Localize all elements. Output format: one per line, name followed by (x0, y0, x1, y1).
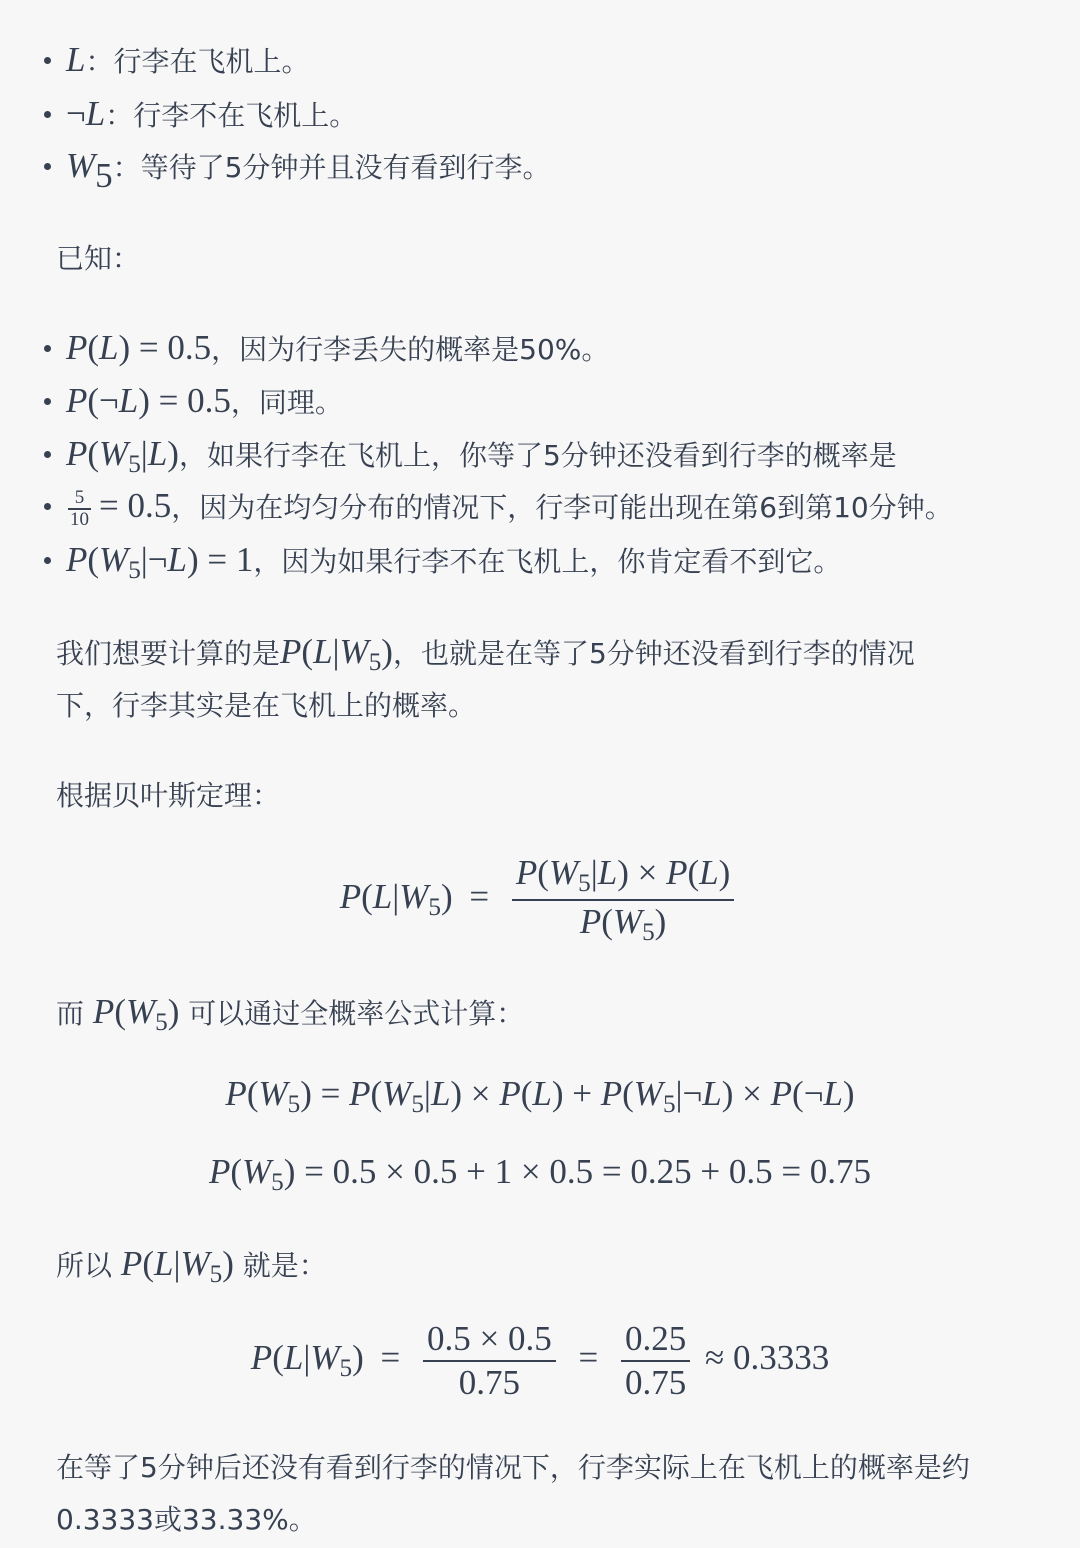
conclusion-line2: 0.3333或33.33%。 (56, 1503, 317, 1536)
known-label: 已知： (56, 242, 141, 275)
so-label: 所以 $P(L|W_5)$ 就是： (56, 1244, 327, 1289)
fraction-5-10: $\frac{5}{10}$ (70, 487, 89, 530)
total-prob-label: 而 $P(W_5)$ 可以通过全概率公式计算： (56, 992, 525, 1037)
known-PnotL: P(¬L) = 0.5，同理。 (66, 381, 343, 423)
definition-L: L：行李在飞机上。 (66, 40, 309, 82)
final-equation: $P(L|W_5)$ = $\frac{0.5 \times 0.5}{0.75}$ = $\frac{0.25}{0.75}$ ≈ 0.3333 (250, 1319, 830, 1402)
total-prob-equation: $P(W_5) = P(W_5|L) \times P(L)$ + $P(W_5|\neg L)$ × P(¬L) (225, 1074, 855, 1119)
known-PW5givennotL: $P(W_5|\neg L) = 1$，因为如果行李不在飞机上，你肯定看不到它。 (66, 540, 841, 591)
known-PW5givenL-cont: $\frac{5}{10}$ = 0.5，因为在均匀分布的情况下，行李可能出现在第6到第10分钟。 (66, 486, 953, 530)
total-prob-numeric: $P(W_5) = 0.5 \times 0.5 + 1 \times 0.5 = 0.25 + 0.5 = 0.75$ (208, 1152, 872, 1197)
fraction-quarter: $\frac{0.25}{0.75}$ (621, 1318, 690, 1404)
fraction-product: $\frac{0.5 \times 0.5}{0.75}$ (423, 1318, 556, 1404)
known-PL: P(L) = 0.5，因为行李丢失的概率是50%。 (66, 328, 609, 370)
goal-paragraph-line2: 下，行李其实是在飞机上的概率。 (56, 689, 477, 722)
definition-W5: W5：等待了5分钟并且没有看到行李。 (66, 146, 551, 195)
bayes-equation: $P(L|W_5)$ = $\frac{P(W_5|L) \times P(L)}{P(W_5)}$ (0, 852, 1080, 948)
goal-paragraph: 我们想要计算的是$P(L|W_5)$，也就是在等了5分钟还没看到行李的情况 (56, 632, 915, 677)
bayes-fraction: $\frac{P(W_5|L) \times P(L)}{P(W_5)}$ (512, 852, 734, 948)
conclusion-line1: 在等了5分钟后还没有看到行李的情况下，行李实际上在飞机上的概率是约 (56, 1451, 970, 1484)
bayes-label: 根据贝叶斯定理： (56, 779, 281, 812)
known-PW5givenL: $P(W_5|L)$，如果行李在飞机上，你等了5分钟还没看到行李的概率是 (66, 434, 897, 485)
definition-notL: ¬L：行李不在飞机上。 (66, 94, 357, 136)
